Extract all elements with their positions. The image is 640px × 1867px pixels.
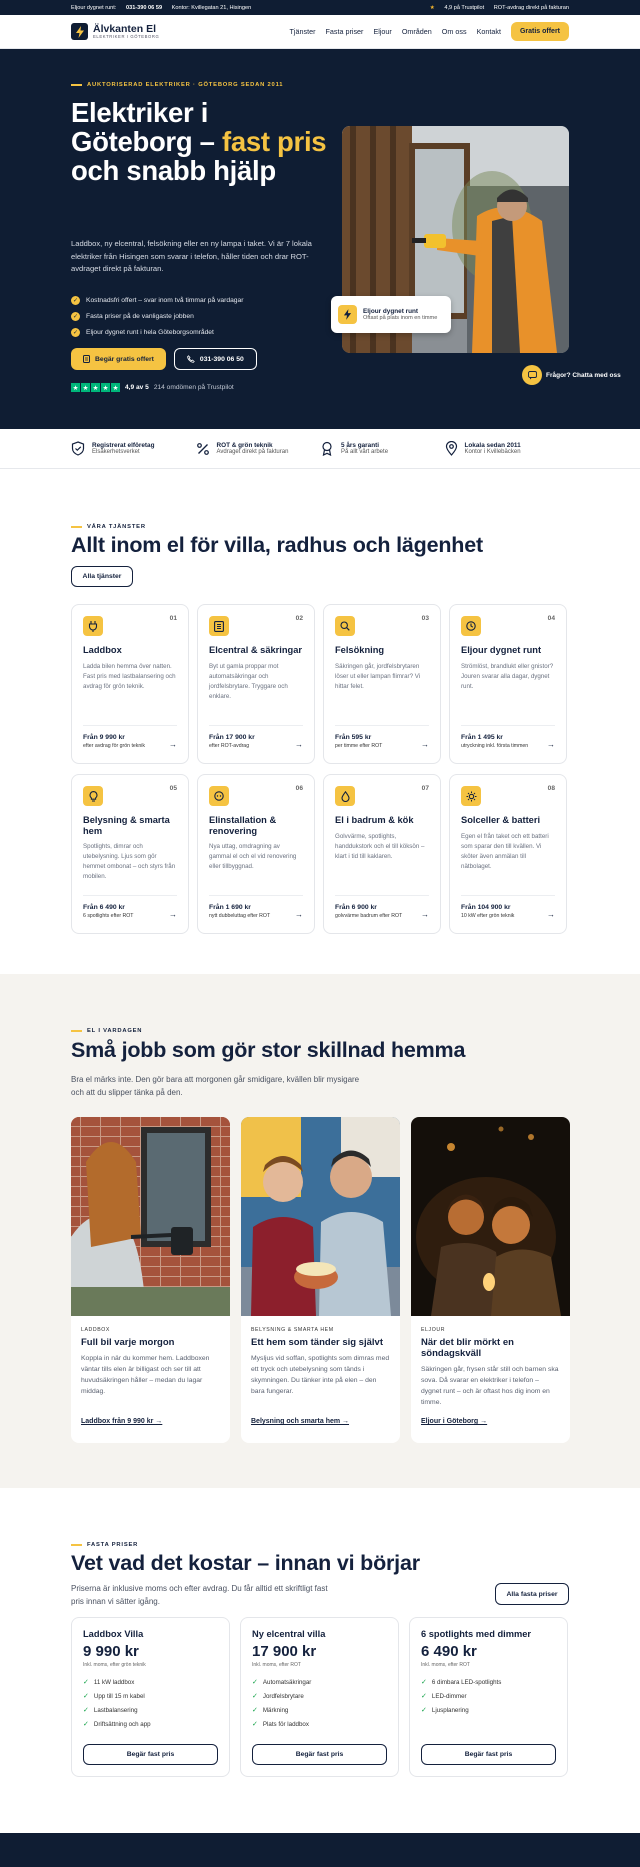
everyday-cards — [71, 1117, 570, 1443]
trust-sub: Elsäkerhetsverket — [92, 449, 140, 455]
card-footer — [335, 895, 429, 919]
card-desc: Spotlights, dimrar och utebelysning. Ljus som gör hemmet ombonat – och styrs från mobilen. — [83, 843, 176, 880]
feature-text: Driftsättning och app — [93, 1720, 151, 1728]
card-number: 07 — [421, 785, 429, 792]
card-number: 06 — [295, 785, 303, 792]
card-number: 01 — [169, 615, 177, 622]
nav-link-tjanster[interactable]: Tjänster — [289, 27, 316, 36]
arrow-right-icon: → — [295, 910, 303, 919]
trust-title: Lokala sedan 2011 — [464, 442, 521, 449]
feature-text: Jordfelsbrytare — [262, 1692, 304, 1700]
card-price-note: nytt dubbeluttag efter ROT — [209, 913, 271, 919]
price-amount: 9 990 kr — [83, 1643, 139, 1660]
nav-link-kontakt[interactable]: Kontakt — [476, 27, 501, 36]
price-note: Inkl. moms, efter grön teknik — [83, 1662, 146, 1668]
price-card-title: Laddbox Villa — [83, 1629, 144, 1639]
feature-item — [83, 1689, 218, 1703]
card-price-note: 6 spotlights efter ROT — [83, 913, 134, 919]
check-icon: ✓ — [252, 1721, 258, 1728]
card-price-note: per timme efter ROT — [335, 743, 383, 749]
services-title: Allt inom el för villa, radhus och lägenhet — [71, 533, 483, 557]
jour-number: 031-390 06 59 — [125, 4, 163, 11]
request-fixed-price-button[interactable]: Begär fast pris — [83, 1744, 218, 1765]
family-sofa-photo — [241, 1117, 400, 1316]
rating-info — [422, 5, 484, 11]
feature-text: 11 kW laddbox — [93, 1678, 135, 1686]
feature-item — [252, 1717, 387, 1731]
plug-icon — [83, 616, 103, 636]
trust-item — [196, 442, 321, 456]
price-cards — [71, 1617, 568, 1777]
trust-item — [71, 441, 196, 456]
outlet-icon — [209, 786, 229, 806]
trust-sub: Avdraget direkt på fakturan — [216, 449, 289, 455]
trust-title: ROT & grön teknik — [216, 442, 273, 449]
card-desc: Byt ut gamla proppar mot automatsäkringar och jordfelsbrytare. Tryggare och enklare. — [209, 662, 288, 700]
brand-name: Älvkanten El — [93, 23, 157, 35]
price-card-title: 6 spotlights med dimmer — [421, 1629, 532, 1639]
card-number: 08 — [547, 785, 555, 792]
trust-sub: Kontor i Kvillebäcken — [464, 449, 521, 455]
panel-icon — [209, 616, 229, 636]
check-icon: ✓ — [72, 313, 79, 320]
top-info-bar — [0, 0, 640, 15]
chat-widget[interactable] — [522, 365, 621, 385]
rating-score: 4,9 av 5 — [125, 384, 149, 391]
nav-link-fasta-priser[interactable]: Fasta priser — [325, 27, 364, 36]
price-features — [421, 1675, 556, 1717]
card-footer — [461, 895, 555, 919]
check-icon: ✓ — [83, 1721, 89, 1728]
document-icon — [83, 355, 90, 363]
arrow-right-icon: → — [547, 910, 555, 919]
card-desc: Ladda bilen hemma över natten. Fast pris med lastbalansering och avdrag för grön teknik. — [83, 662, 176, 690]
trust-title: 5 års garanti — [341, 442, 380, 449]
price-card-laddbox-villa — [71, 1617, 230, 1777]
trust-title: Registrerat elföretag — [92, 442, 155, 449]
main-nav — [0, 15, 640, 49]
everyday-section — [0, 974, 640, 1488]
search-icon — [335, 616, 355, 636]
trust-bar — [0, 429, 640, 469]
card-title: Full bil varje morgon — [81, 1337, 175, 1348]
card-tag: ELJOUR — [421, 1327, 446, 1333]
everyday-lead: Bra el märks inte. Den gör bara att morgonen går smidigare, kvällen blir mysigare och att du slipper tänka på den. — [71, 1075, 360, 1097]
feature-text: LED-dimmer — [431, 1692, 467, 1700]
card-price: Från 595 kr — [335, 734, 372, 741]
card-price-note: golvvärme badrum efter ROT — [335, 913, 403, 919]
feature-item — [252, 1689, 387, 1703]
check-icon: ✓ — [252, 1693, 258, 1700]
feature-text: Märkning — [262, 1706, 289, 1714]
service-card-elinstallation[interactable] — [197, 774, 315, 934]
price-card-spotlights — [409, 1617, 568, 1777]
card-desc: Golvvärme, spotlights, handdukstork och el till köksön – klart i tid till kaklaren. — [335, 832, 425, 860]
everyday-eyebrow: EL I VARDAGEN — [71, 1028, 142, 1034]
card-footer — [83, 725, 177, 749]
service-card-laddbox[interactable] — [71, 604, 189, 764]
card-price: Från 1 690 kr — [209, 904, 251, 911]
price-note: Inkl. moms, efter ROT — [252, 1662, 301, 1668]
call-button[interactable] — [174, 348, 257, 370]
check-item — [71, 308, 243, 324]
card-price: Från 1 495 kr — [461, 734, 503, 741]
card-price: Från 104 900 kr — [461, 904, 511, 911]
location-icon — [445, 441, 458, 456]
float-card-title: Eljour dygnet runt — [363, 307, 419, 315]
feature-text: Automatsäkringar — [262, 1678, 312, 1686]
card-price-note: utryckning inkl. första timmen — [461, 743, 529, 749]
feature-text: Ljusplanering — [431, 1706, 469, 1714]
card-number: 04 — [547, 615, 555, 622]
check-icon: ✓ — [83, 1707, 89, 1714]
footer-strip — [0, 1833, 640, 1867]
award-icon — [320, 441, 334, 456]
hero-eyebrow: AUKTORISERAD ELEKTRIKER · GÖTEBORG SEDAN 2011 — [71, 82, 283, 88]
nav-menu — [290, 22, 569, 41]
jour-label: Eljour dygnet runt: — [71, 4, 117, 11]
drop-icon — [335, 786, 355, 806]
services-eyebrow: VÅRA TJÄNSTER — [71, 524, 146, 530]
review-count: 214 omdömen på Trustpilot — [153, 384, 234, 391]
pricing-section — [0, 1488, 640, 1833]
card-price-note: efter avdrag för grön teknik — [83, 743, 145, 749]
pricing-eyebrow: FASTA PRISER — [71, 1542, 138, 1548]
card-desc: Mysljus vid soffan, spotlights som dimras med ett tryck och utebelysning som tänds i skymningen. Du tänker inte på elen – den bara fungerar. — [251, 1355, 390, 1395]
pricing-title: Vet vad det kostar – innan vi börjar — [71, 1551, 420, 1575]
eljour-float-card — [331, 296, 451, 333]
price-features — [83, 1675, 218, 1731]
all-prices-button[interactable]: Alla fasta priser — [495, 1583, 569, 1605]
feature-item — [421, 1689, 556, 1703]
arrow-right-icon: → — [547, 740, 555, 749]
price-amount: 6 490 kr — [421, 1643, 477, 1660]
feature-item — [252, 1703, 387, 1717]
arrow-right-icon: → — [421, 910, 429, 919]
hero-section — [0, 49, 640, 429]
feature-item — [421, 1703, 556, 1717]
chat-label: Frågor? Chatta med oss — [546, 371, 621, 379]
rating-text: 4,9 på Trustpilot — [444, 4, 485, 11]
feature-text: Upp till 15 m kabel — [93, 1692, 145, 1700]
check-text: Fasta priser på de vanligaste jobben — [86, 312, 194, 320]
service-card-solceller[interactable] — [449, 774, 567, 934]
hero-cta-group — [71, 348, 257, 370]
call-button-label: 031-390 06 50 — [199, 355, 244, 363]
price-card-elcentral-villa — [240, 1617, 399, 1777]
card-footer — [209, 725, 303, 749]
nav-link-omraden[interactable]: Områden — [401, 27, 432, 36]
shield-icon — [71, 441, 85, 456]
card-price: Från 6 900 kr — [335, 904, 377, 911]
card-price-note: efter ROT-avdrag — [209, 743, 250, 749]
price-card-title: Ny elcentral villa — [252, 1629, 326, 1639]
check-icon: ✓ — [421, 1693, 427, 1700]
bolt-logo-icon — [71, 23, 88, 40]
arrow-right-icon: → — [169, 740, 177, 749]
price-features — [252, 1675, 387, 1731]
card-title: Laddbox — [83, 645, 122, 655]
bulb-icon — [83, 786, 103, 806]
check-icon: ✓ — [252, 1679, 258, 1686]
arrow-right-icon: → — [169, 910, 177, 919]
trustpilot-stars: ★ ★ ★ ★ ★ — [72, 384, 119, 392]
services-grid — [71, 604, 567, 934]
card-desc: Strömlöst, brandlukt eller gnistor? Jouren svarar alla dagar, dygnet runt. — [461, 662, 554, 690]
check-text: Kostnadsfri offert – svar inom två timmar på vardagar — [86, 296, 244, 304]
hero-title-part2: och snabb hjälp — [71, 155, 276, 186]
card-desc: Koppla in när du kommer hem. Laddboxen väntar tills elen är billigast och ser till att huvudsäkringen håller – medan du lagar middag. — [81, 1355, 210, 1395]
ev-charging-photo — [71, 1117, 230, 1316]
service-card-eljour[interactable] — [449, 604, 567, 764]
trust-item — [320, 441, 445, 456]
card-title: Belysning & smarta hem — [83, 815, 170, 836]
check-icon: ✓ — [72, 297, 79, 304]
check-icon: ✓ — [72, 329, 79, 336]
arrow-right-icon: → — [421, 740, 429, 749]
card-title: Eljour dygnet runt — [461, 645, 542, 655]
service-card-elcentral[interactable] — [197, 604, 315, 764]
card-title: Elcentral & säkringar — [209, 645, 303, 655]
request-fixed-price-button[interactable]: Begär fast pris — [252, 1744, 387, 1765]
hero-lead: Laddbox, ny elcentral, felsökning eller en ny lampa i taket. Vi är 7 lokala elektriker från Hisingen som svarar i telefon, håller tiden och drar ROT-avdraget direkt på fakturan. — [71, 239, 312, 273]
feature-text: Plats för laddbox — [262, 1720, 309, 1728]
feature-item — [83, 1675, 218, 1689]
rot-info: ROT-avdrag direkt på fakturan — [493, 4, 569, 11]
services-section — [0, 469, 640, 974]
everyday-card-belysning — [241, 1117, 400, 1443]
request-quote-button[interactable] — [71, 348, 166, 370]
card-desc: Säkringen går, frysen står still och barnen ska sova. Då svarar en elektriker i telefon – dygnet runt – och är oftast hos dig inom en timme. — [421, 1366, 559, 1406]
float-card-subtitle: Oftast på plats inom en timme — [363, 314, 438, 321]
all-services-button[interactable]: Alla tjänster — [71, 566, 133, 587]
free-quote-button[interactable]: Gratis offert — [511, 22, 569, 41]
phone-icon — [187, 355, 195, 363]
price-note: Inkl. moms, efter ROT — [421, 1662, 470, 1668]
star-icon: ★ — [429, 4, 435, 11]
request-fixed-price-button[interactable]: Begär fast pris — [421, 1744, 556, 1765]
card-title: Solceller & batteri — [461, 815, 541, 825]
nav-link-eljour[interactable]: Eljour — [373, 27, 392, 36]
price-amount: 17 900 kr — [252, 1643, 317, 1660]
hero-checklist — [71, 292, 243, 340]
feature-item — [83, 1703, 218, 1717]
percent-icon — [196, 442, 210, 456]
everyday-card-laddbox — [71, 1117, 230, 1443]
pricing-lead: Priserna är inklusive moms och efter avdrag. Du får alltid ett skriftligt fast pris innan vi sätter igång. — [71, 1584, 328, 1606]
sun-icon — [461, 786, 481, 806]
check-icon: ✓ — [83, 1693, 89, 1700]
hero-title-highlight: fast pris — [222, 126, 327, 157]
card-footer — [83, 895, 177, 919]
card-title: Felsökning — [335, 645, 385, 655]
check-item — [71, 292, 243, 308]
card-title: När det blir mörkt en söndagskväll — [421, 1337, 514, 1359]
card-desc: Egen el från taket och ett batteri som sparar den till kvällen. Vi sköter även anmälan till nätbolaget. — [461, 832, 549, 870]
trustpilot-rating — [71, 383, 234, 392]
trust-item — [445, 441, 570, 456]
feature-text: Lastbalansering — [93, 1706, 138, 1714]
jour-phone[interactable] — [71, 5, 162, 11]
laddbox-link[interactable]: Laddbox från 9 990 kr → — [81, 1418, 163, 1425]
check-icon: ✓ — [421, 1707, 427, 1714]
card-title: Ett hem som tänder sig självt — [251, 1337, 383, 1348]
card-tag: BELYSNING & SMARTA HEM — [251, 1327, 334, 1333]
card-footer — [461, 725, 555, 749]
check-item — [71, 324, 243, 340]
card-price-note: 10 kW efter grön teknik — [461, 913, 515, 919]
trust-sub: På allt vårt arbete — [341, 449, 389, 455]
check-icon: ✓ — [83, 1679, 89, 1686]
check-text: Eljour dygnet runt i hela Göteborgsområdet — [86, 328, 214, 336]
feature-item — [83, 1717, 218, 1731]
feature-item — [252, 1675, 387, 1689]
nav-link-om-oss[interactable]: Om oss — [441, 27, 467, 36]
card-number: 05 — [169, 785, 177, 792]
lighting-link[interactable]: Belysning och smarta hem → — [251, 1418, 350, 1425]
office-address: Kontor: Kvillegatan 21, Hisingen — [171, 4, 252, 11]
service-card-badrum-kok[interactable] — [323, 774, 441, 934]
hero-title-part1: Elektriker i Göteborg – — [71, 97, 223, 157]
card-number: 02 — [295, 615, 303, 622]
card-desc: Säkringen går, jordfelsbrytaren löser ut eller lampan flimrar? Vi hittar felet. — [335, 662, 421, 690]
card-desc: Nya uttag, omdragning av gammal el och el vid renovering eller tillbyggnad. — [209, 843, 297, 870]
clock-icon — [461, 616, 481, 636]
brand-logo[interactable] — [71, 23, 159, 40]
card-number: 03 — [421, 615, 429, 622]
bolt-icon — [338, 305, 357, 324]
evening-candle-photo — [411, 1117, 570, 1316]
card-title: Elinstallation & renovering — [209, 815, 277, 836]
hero-title — [71, 98, 331, 185]
eljour-link[interactable]: Eljour i Göteborg → — [421, 1418, 488, 1425]
everyday-card-eljour — [411, 1117, 570, 1443]
brand-tagline: ELEKTRIKER I GÖTEBORG — [93, 34, 160, 39]
card-title: El i badrum & kök — [335, 815, 414, 825]
card-price: Från 17 900 kr — [209, 734, 255, 741]
card-footer — [335, 725, 429, 749]
feature-item — [421, 1675, 556, 1689]
everyday-title: Små jobb som gör stor skillnad hemma — [71, 1038, 466, 1062]
check-icon: ✓ — [252, 1707, 258, 1714]
service-card-belysning[interactable] — [71, 774, 189, 934]
card-price: Från 6 490 kr — [83, 904, 125, 911]
card-footer — [209, 895, 303, 919]
service-card-felsokning[interactable] — [323, 604, 441, 764]
feature-text: 6 dimbara LED-spotlights — [431, 1678, 502, 1686]
arrow-right-icon: → — [295, 740, 303, 749]
chat-bubble-icon — [522, 365, 542, 385]
check-icon: ✓ — [421, 1679, 427, 1686]
card-tag: LADDBOX — [81, 1327, 110, 1333]
card-price: Från 9 990 kr — [83, 734, 125, 741]
request-quote-label: Begär gratis offert — [95, 355, 154, 363]
